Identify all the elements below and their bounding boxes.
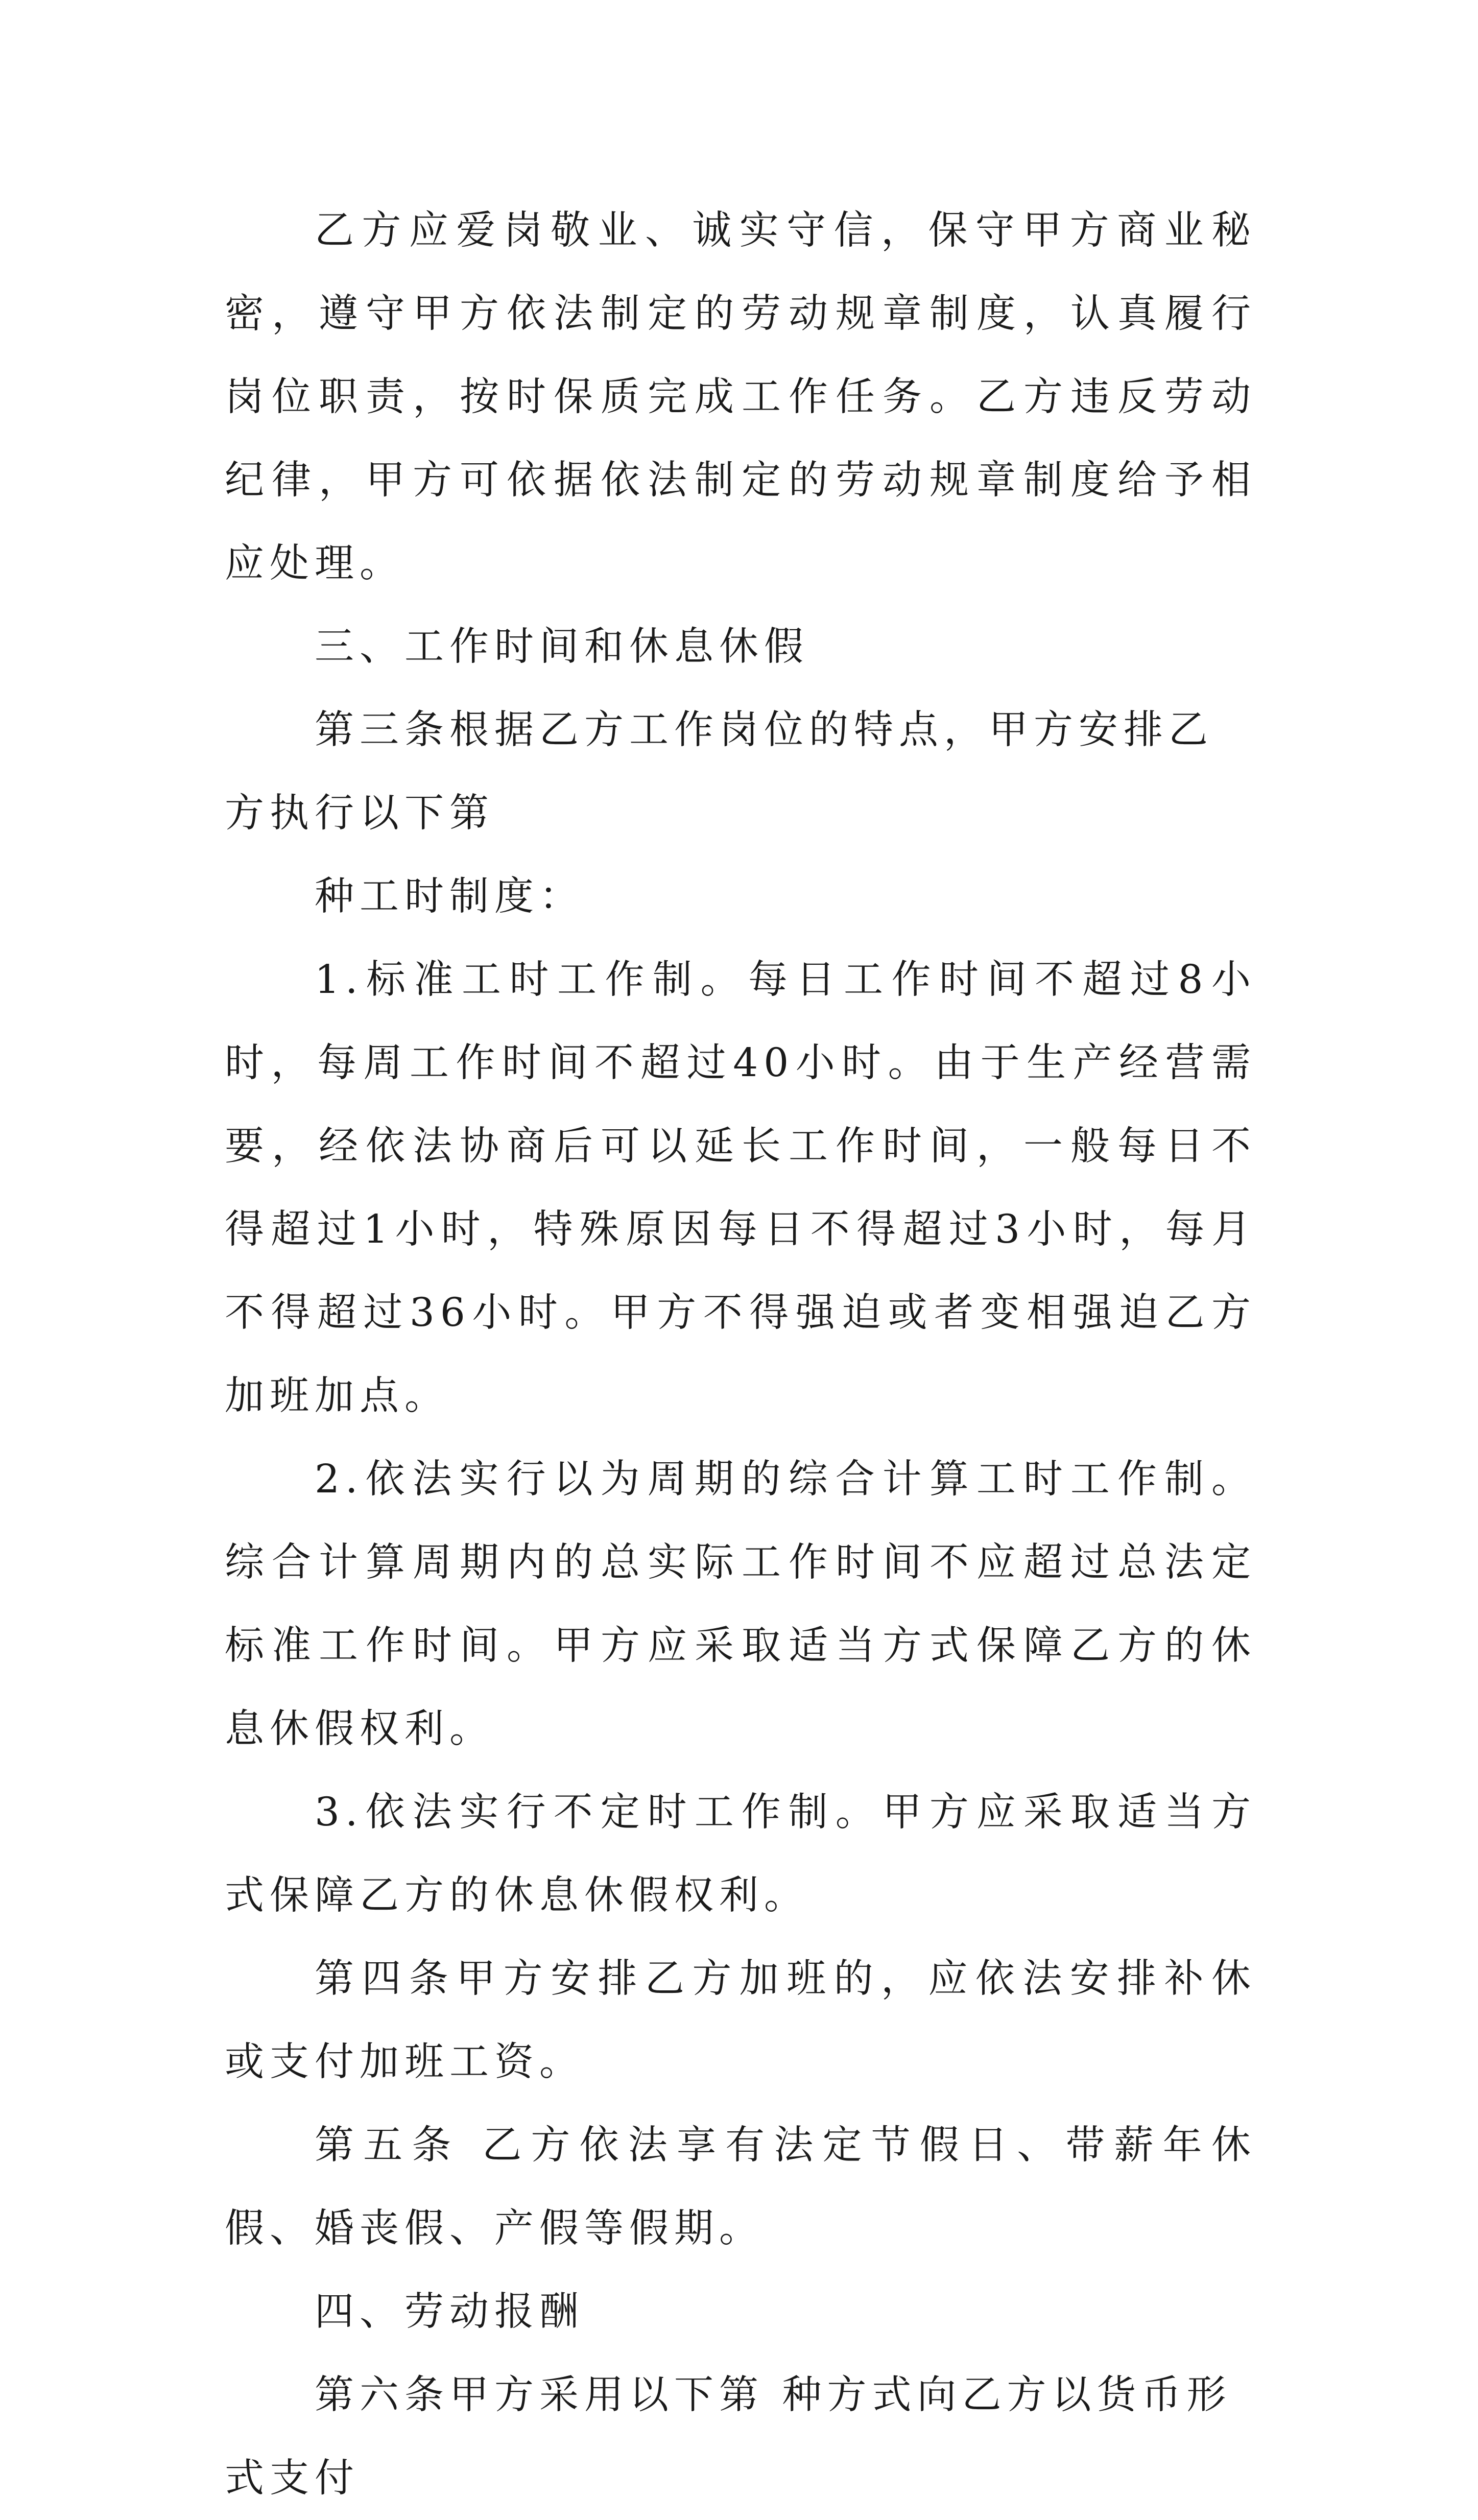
- paragraph-duties: 乙方应爱岗敬业、诚实守信，保守甲方商业秘密，遵守甲方依法制定的劳动规章制度，认真履行岗位职责，按时保质完成工作任务。乙方违反劳动纪律，甲方可依据依法制定的劳动规章制度给予相应处理。: [225, 208, 1256, 586]
- paragraph-article-5: 第五条 乙方依法享有法定节假日、带薪年休假、婚丧假、产假等假期。: [225, 2123, 1256, 2251]
- document-body: [225, 189, 1256, 2520]
- paragraph-article-6: 第六条甲方采用以下第 种方式向乙方以货币形式支付: [225, 2372, 1232, 2501]
- section-heading-remuneration: 四、劳动报酬: [315, 2289, 584, 2335]
- paragraph-article-3: 第三条根据乙方工作岗位的特点，甲方安排乙方执行以下第: [225, 707, 1213, 836]
- paragraph-article-3-continued: 种工时制度：: [315, 874, 584, 919]
- paragraph-comprehensive-hours: 2.依法实行以为周期的综合计算工时工作制。综合计算周期内的总实际工作时间不应超过总法定标准工作时间。甲方应采取适当方式保障乙方的休息休假权利。: [225, 1457, 1256, 1752]
- paragraph-standard-hours: 1.标准工时工作制。每日工作时间不超过8小时，每周工作时间不超过40小时。由于生产经营需要，经依法协商后可以延长工作时间，一般每日不得超过1小时，特殊原因每日不得超过3小时，每月不得超过36小时。甲方不得强迫或者变相强迫乙方加班加点。: [225, 957, 1256, 1419]
- section-heading-working-hours: 三、工作时间和休息休假: [315, 624, 809, 670]
- paragraph-flexible-hours: 3.依法实行不定时工作制。甲方应采取适当方式保障乙方的休息休假权利。: [225, 1790, 1256, 1918]
- paragraph-article-4: 第四条甲方安排乙方加班的，应依法安排补休或支付加班工资。: [225, 1956, 1256, 2085]
